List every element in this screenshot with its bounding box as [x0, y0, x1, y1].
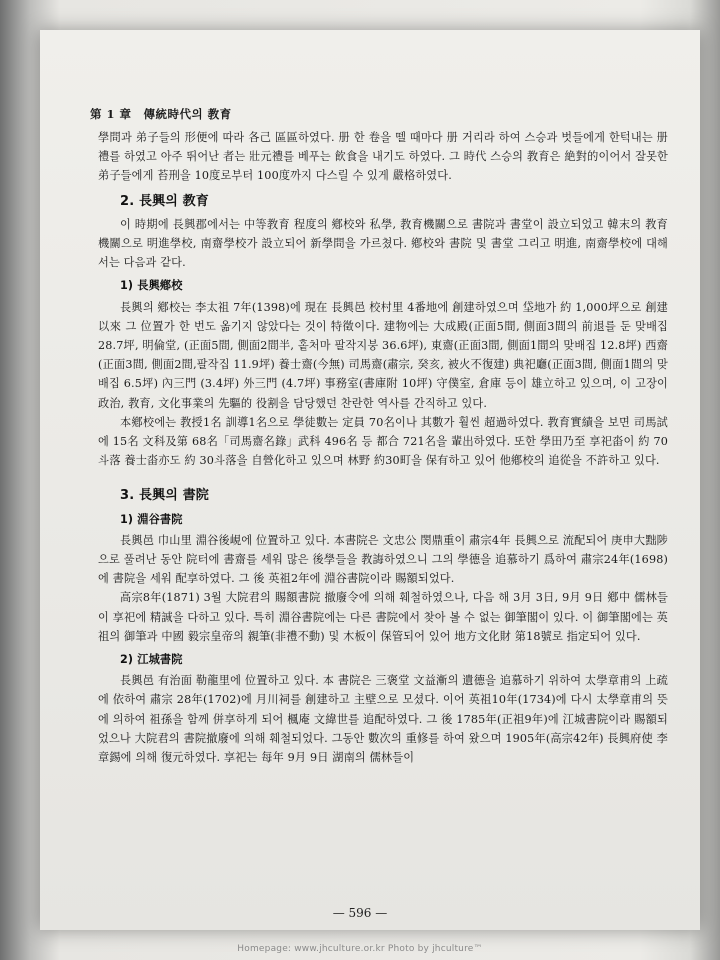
hyanggyo-paragraph-2: 本鄕校에는 教授1名 訓導1名으로 學徒數는 定員 70名이나 其數가 훨씬 超過하였다. 教育實績을 보면 司馬試에 15名 文科及第 68名「司馬齋名錄」武科 496名 등 都合 721名을 輩出하였다. 또한 學田乃至 享祀畓이 約 70斗落 養士畓亦도 約 30斗落을 自營化하고 있으며 林野 約30町을 保有하고 있어 他鄕校의 追從을 不許하고 있다.: [98, 415, 668, 468]
section-2-intro: 이 時期에 長興郡에서는 中等教育 程度의 鄕校와 私學, 教育機關으로 書院과 書堂이 設立되었고 韓末의 教育機關으로 明進學校, 南齋學校가 設立되어 新學問을 가르쳤다. 鄕校와 書院 및 書堂 그리고 明進, 南齋學校에 대해서는 다음과 같다.: [98, 217, 668, 270]
section-2-title: 2. 長興의 教育: [120, 193, 209, 209]
page-body: [98, 128, 668, 767]
hyanggyo-paragraph-1: 長興의 鄕校는 李太祖 7年(1398)에 現在 長興邑 校村里 4番地에 創建하였으며 垈地가 約 1,000坪으로 創建以來 그 位置가 한 번도 옮기지 않았다는 것이 特徵이다. 建物에는 大成殿(正面5間, 側面3間의 前退를 둔 맞배집 28.7坪, 明倫堂, (正面5間, 側面2間半, 홑처마 팔작지붕 36.6坪), 東齋(正面3間, 側面1間의 맞배집 12.8坪) 西齋(正面3間, 側面2間,팔작집 11.9坪) 養士齋(今無) 司馬齋(肅宗, 癸亥, 被火不復建) 典祀廳(正面3間, 側面1間의 맞배집 6.5坪) 內三門 (3.4坪) 外三門 (4.7坪) 事務室(書庫附 10坪) 守僕室, 倉庫 등이 雄立하고 있으며, 이 고장이 政治, 教育, 文化事業의 先驅的 役割을 담당했던 찬란한 역사를 간직하고 있다.: [98, 300, 668, 410]
section-3-title: 3. 長興의 書院: [120, 488, 209, 504]
subsection-hyanggyo-title: 1) 長興鄕校: [120, 279, 183, 293]
yeongok-paragraph-1: 長興邑 巾山里 淵谷後峴에 位置하고 있다. 本書院은 文忠公 閔鼎重이 肅宗4年 長興으로 流配되어 庚申大黜陟으로 풀려난 동안 院터에 書齋를 세워 많은 後學들을 教誨하였으니 그의 學德을 追慕하기 爲하여 肅宗24年(1698)에 書院을 세워 配享하였다. 그 後 英祖2年에 淵谷書院이라 賜額되었다.: [98, 533, 668, 586]
yeongok-paragraph-2: 高宗8年(1871) 3월 大院君의 賜額書院 撤廢令에 의해 훼철하였으나, 다음 해 3月 3日, 9月 9日 鄕中 儒林들이 享祀에 精誠을 다하고 있다. 특히 淵谷書院에는 다른 書院에서 찾아 볼 수 없는 御筆閣이 있다. 이 御筆閣에는 英祖의 御筆과 中國 毅宗皇帝의 親筆(非禮不動) 및 木板이 保管되어 있어 地方文化財 第18號로 指定되어 있다.: [98, 591, 668, 643]
intro-paragraph: 學問과 弟子들의 形便에 따라 各己 區區하였다. 册 한 卷을 뗄 때마다 册 거리라 하여 스승과 벗들에게 한턱내는 册禮를 하였고 아주 뛰어난 者는 壯元禮를 베푸는 飮食을 내기도 하였다. 그 時代 스승의 教育은 絶對的이어서 잘못한 弟子들에게 苔刑을 10度로부터 100度까지 다스릴 수 있게 嚴格하였다.: [98, 131, 668, 183]
gangseong-paragraph-1: 長興邑 有治面 勒龍里에 位置하고 있다. 本 書院은 三褒堂 文益漸의 遺德을 追慕하기 위하여 太學章甫의 上疏에 依하여 肅宗 28年(1702)에 月川祠를 創建하고 主壁으로 모셨다. 이어 英祖10年(1734)에 다시 太學章甫의 뜻에 의하여 祖孫을 함께 併享하게 되어 楓庵 文緯世를 追配하였다. 그 後 1785年(正祖9年)에 江城書院이라 賜額되었으나 大院君의 書院撤廢에 의해 훼철되었다. 그동안 數次의 重修를 하여 왔으며 1905年(高宗42年) 長興府使 李章錫에 의해 復元하였다. 享祀는 每年 9月 9日 湖南의 儒林들이: [98, 674, 668, 765]
photo-watermark: Homepage: www.jhculture.or.kr Photo by jhculture™: [237, 944, 483, 954]
subsection-yeongok-title: 1) 淵谷書院: [120, 512, 183, 526]
page-number: — 596 —: [332, 906, 388, 920]
subsection-gangseong-title: 2) 江城書院: [120, 653, 183, 667]
running-head: 第 1 章 傳統時代의 教育: [90, 107, 232, 121]
